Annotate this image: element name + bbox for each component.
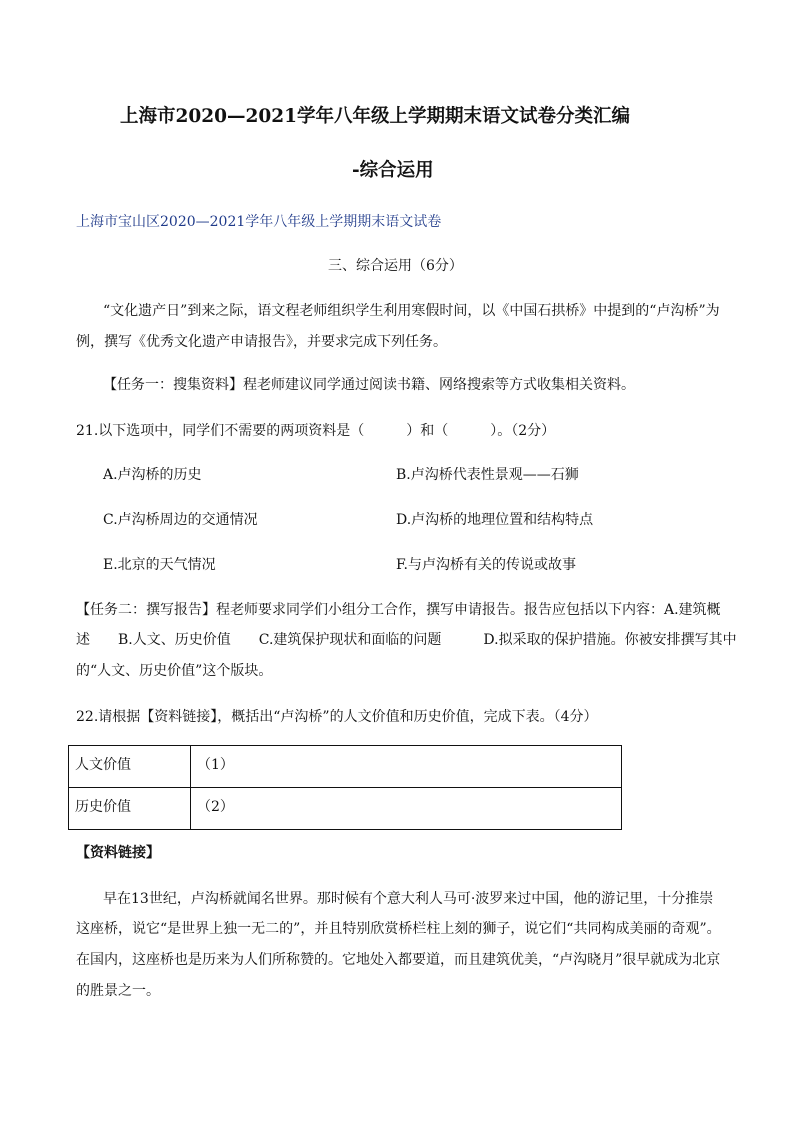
table-answer-cell: （2） [191,788,622,830]
option-d: D.卢沟桥的地理位置和结构特点 [396,512,594,528]
table-row [69,788,622,830]
task-two-line-2: 述 B.人文、历史价值 C.建筑保护现状和面临的问题 D.拟采取的保护措施。你被安排撰写其中 [76,632,737,648]
question-22-stem: 22.请根据【资料链接】，概括出“卢沟桥”的人文价值和历史价值，完成下表。（4分） [76,709,598,725]
table-row [69,746,622,788]
table-label-cell: 历史价值 [69,788,191,830]
option-e: E.北京的天气情况 [103,557,216,573]
document-subtitle: -综合运用 [352,160,434,181]
material-heading: 【资料链接】 [76,845,160,861]
material-line: 在国内，这座桥也是历来为人们所称赞的。它地处入都要道，而且建筑优美，“卢沟晓月”很早就成为北京 [76,952,721,968]
intro-line-2: 例，撰写《优秀文化遗产申请报告》，并要求完成下列任务。 [76,334,447,350]
material-line: 早在13世纪，卢沟桥就闻名世界。那时候有个意大利人马可·波罗来过中国，他的游记里，十分推崇 [103,891,714,907]
intro-line-1: “文化遗产日”到来之际，语文程老师组织学生利用寒假时间，以《中国石拱桥》中提到的“卢沟桥”为 [103,303,720,319]
material-line: 的胜景之一。 [76,983,160,999]
source-line: 上海市宝山区2020—2021学年八年级上学期期末语文试卷 [76,214,442,230]
option-a: A.卢沟桥的历史 [103,467,202,483]
document-title: 上海市2020—2021学年八年级上学期期末语文试卷分类汇编 [120,106,630,127]
option-c: C.卢沟桥周边的交通情况 [103,512,258,528]
table-answer-cell: （1） [191,746,622,788]
material-line: 这座桥，说它“是世界上独一无二的”，并且特别欣赏桥栏柱上刻的狮子，说它们“共同构成美丽的奇观”。 [76,921,721,937]
option-b: B.卢沟桥代表性景观——石狮 [396,467,579,483]
task-two-line-1: 【任务二：撰写报告】程老师要求同学们小组分工合作，撰写申请报告。报告应包括以下内容：A.建筑概 [76,602,721,618]
question-21-stem: 21.以下选项中，同学们不需要的两项资料是（ ）和（ ）。（2分） [76,423,556,439]
table-label-cell: 人文价值 [69,746,191,788]
task-two-line-3: 的“人文、历史价值”这个版块。 [76,663,273,679]
value-table [68,745,622,830]
option-f: F.与卢沟桥有关的传说或故事 [396,557,576,573]
section-heading: 三、综合运用（6分） [328,258,463,274]
task-one: 【任务一：搜集资料】程老师建议同学通过阅读书籍、网络搜索等方式收集相关资料。 [103,377,635,393]
